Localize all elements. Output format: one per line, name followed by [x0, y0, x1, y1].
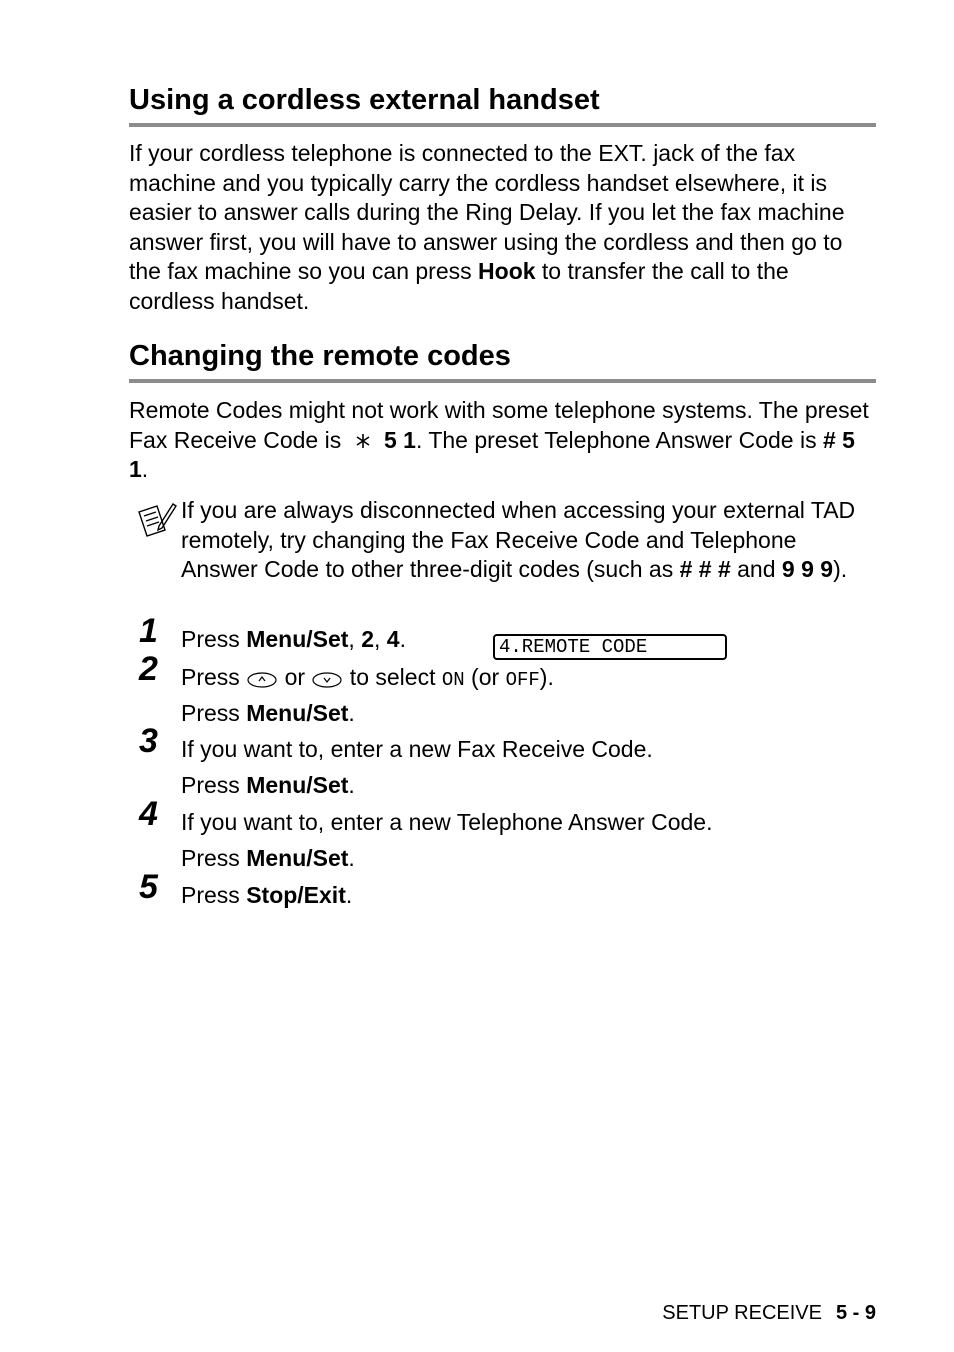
step-text-press	[181, 770, 355, 800]
text: ).	[539, 664, 554, 690]
step-text: If you want to, enter a new Telephone Answer Code.	[181, 809, 713, 835]
star-icon	[348, 426, 378, 456]
note-text	[181, 496, 871, 585]
text: If you are always disconnected when accessing your external TAD remotely, try changing the Fax Receive Code and Telephone Answer Code to other three-digit codes (such as	[181, 497, 856, 583]
text: Press	[181, 845, 247, 871]
text: or	[278, 664, 312, 690]
up-arrow-key-icon	[246, 666, 278, 686]
menu-set-key: Menu/Set	[246, 626, 349, 652]
text: (or	[464, 664, 506, 690]
text: Press	[181, 664, 247, 690]
step-text-press	[181, 698, 355, 728]
text: If your cordless telephone is connected to the EXT. jack of the fax machine and you typically carry the cordless handset elsewhere, it is easier to answer calls during the Ring Delay. If you let the fax machine answer first, you will have to answer using the cordless and then go to the fax machine so you can press	[129, 140, 845, 285]
step-text	[181, 624, 406, 654]
fax-receive-code: 5 1	[383, 426, 416, 453]
note-pencil-icon	[135, 500, 177, 540]
key-4: 4	[386, 626, 400, 652]
cordless-paragraph	[129, 139, 876, 317]
remote-codes-paragraph	[129, 396, 876, 485]
menu-set-key: Menu/Set	[246, 772, 349, 798]
text: .	[348, 845, 355, 871]
step-text: If you want to, enter a new Fax Receive Code.	[181, 736, 653, 762]
text: Press	[181, 772, 247, 798]
telephone-answer-code: # 5 1	[129, 426, 855, 483]
stop-exit-key: Stop/Exit	[246, 882, 346, 908]
code-example-2: 9 9 9	[781, 556, 834, 583]
text: to transfer the call to the cordless handset.	[129, 258, 789, 314]
option-off: OFF	[505, 669, 540, 691]
step-number: 2	[139, 650, 158, 688]
text: to select	[343, 664, 442, 690]
text: ,	[374, 626, 387, 652]
text: Press	[181, 700, 247, 726]
code-example-1: # # #	[679, 556, 731, 583]
text: .	[141, 456, 149, 483]
step-number: 5	[139, 868, 158, 906]
section-heading-remote-codes: Changing the remote codes	[129, 339, 876, 383]
text: Remote Codes might not work with some telephone systems. The preset Fax Receive Code is	[129, 397, 869, 453]
step-text	[181, 880, 352, 910]
option-on: ON	[441, 669, 465, 691]
text: .	[399, 626, 406, 652]
section-heading-cordless: Using a cordless external handset	[129, 83, 876, 127]
page-footer	[662, 1301, 876, 1325]
text: .	[348, 772, 355, 798]
key-2: 2	[361, 626, 374, 652]
text: . The preset Telephone Answer Code is	[415, 426, 823, 453]
menu-set-key: Menu/Set	[246, 845, 349, 871]
step-text-press	[181, 843, 355, 873]
text: ,	[348, 626, 362, 652]
text: and	[730, 556, 782, 583]
text: ).	[833, 556, 848, 583]
text: .	[348, 700, 355, 726]
chapter-name: SETUP RECEIVE	[662, 1302, 822, 1324]
text: Press	[181, 626, 247, 652]
text: .	[345, 882, 353, 908]
step-number: 1	[139, 612, 158, 650]
menu-set-key: Menu/Set	[246, 700, 349, 726]
step-text	[181, 662, 554, 695]
hook-key: Hook	[478, 258, 536, 285]
lcd-display: 4.REMOTE CODE	[493, 634, 727, 660]
text: Press	[181, 882, 247, 908]
step-number: 3	[139, 722, 158, 760]
page-number: 5 - 9	[835, 1302, 876, 1324]
down-arrow-key-icon	[311, 666, 343, 686]
step-number: 4	[139, 795, 158, 833]
